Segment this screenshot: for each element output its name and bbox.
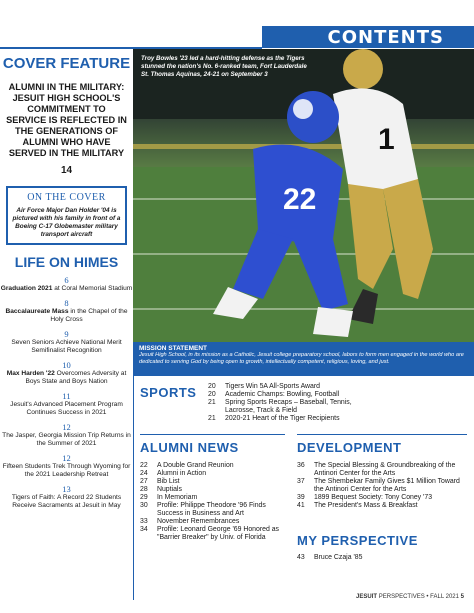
life-item xyxy=(0,454,133,479)
page-footer xyxy=(356,594,464,600)
development-entry xyxy=(297,502,467,510)
sports-entry-page: 20 xyxy=(208,391,216,398)
on-the-cover-description: Air Force Major Dan Holder '04 is pictured with his family in front of a Boeing C-17 Globemaster military transport aircraft xyxy=(12,207,121,238)
alumni-entry-title: Profile: Leonard George '69 Honored as "Barrier Breaker" by Univ. of Florida xyxy=(157,526,279,541)
jersey-number-blue: 22 xyxy=(283,183,317,216)
life-item-page: 12 xyxy=(62,422,71,432)
my-perspective-heading: MY PERSPECTIVE xyxy=(297,533,418,548)
alumni-entry-title: A Double Grand Reunion xyxy=(157,462,234,469)
sports-entry-title: Spring Sports Recaps – Baseball, Tennis, Lacrosse, Track & Field xyxy=(225,399,352,414)
alumni-entry xyxy=(140,526,290,542)
perspective-entry-page: 43 xyxy=(297,554,305,561)
development-entry-page: 37 xyxy=(297,478,305,485)
development-entry-title: The Shembekar Family Gives $1 Million Toward the Antinori Center for the Arts xyxy=(314,478,460,493)
sports-entry-page: 20 xyxy=(208,383,216,390)
alumni-entry-page: 27 xyxy=(140,478,148,485)
jersey-number-white: 1 xyxy=(378,123,395,156)
development-entry-title: 1899 Bequest Society: Tony Coney '73 xyxy=(314,494,433,501)
alumni-entry xyxy=(140,494,290,502)
on-the-cover-box xyxy=(6,186,127,245)
sports-entry-page: 21 xyxy=(208,415,216,422)
life-item-bold: Max Harden '22 xyxy=(6,370,55,377)
life-item-bold: Baccalaureate Mass xyxy=(5,308,69,315)
left-column xyxy=(0,52,133,510)
life-item-page: 6 xyxy=(64,275,69,285)
life-item xyxy=(0,330,133,355)
life-item-text xyxy=(0,285,133,293)
life-item-bold: Graduation 2021 xyxy=(0,285,53,292)
sports-entry-page: 21 xyxy=(208,399,216,406)
alumni-entry xyxy=(140,470,290,478)
footer-text: PERSPECTIVES • FALL 2021 xyxy=(378,594,459,600)
life-item-text xyxy=(0,370,133,386)
cover-feature-page: 14 xyxy=(60,165,73,176)
development-entry-page: 36 xyxy=(297,462,305,469)
development-entry xyxy=(297,494,467,502)
life-item-page: 10 xyxy=(62,360,71,370)
development-entry-page: 39 xyxy=(297,494,305,501)
alumni-entry-title: Profile: Philippe Theodore '96 Finds Success in Business and Art xyxy=(157,502,266,517)
alumni-entry-page: 33 xyxy=(140,518,148,525)
contents-banner xyxy=(262,26,474,48)
life-item-text: The Jasper, Georgia Mission Trip Returns in the Summer of 2021 xyxy=(2,432,131,447)
life-item xyxy=(0,276,133,293)
sports-list xyxy=(208,383,368,423)
cover-feature-heading: COVER FEATURE xyxy=(2,55,131,72)
development-entry-title: The Special Blessing & Groundbreaking of the Antinori Center for the Arts xyxy=(314,462,456,477)
alumni-entry-page: 34 xyxy=(140,526,148,533)
alumni-news-list xyxy=(140,462,290,542)
alumni-news-heading: ALUMNI NEWS xyxy=(140,440,239,455)
life-on-himes-heading: LIFE ON HIMES xyxy=(14,254,119,270)
alumni-entry-title: Nuptials xyxy=(157,486,182,493)
life-item xyxy=(0,299,133,324)
life-item xyxy=(0,423,133,448)
cover-feature-subtitle: ALUMNI IN THE MILITARY: JESUIT HIGH SCHOOL'S COMMITMENT TO SERVICE IS REFLECTED IN THE GENERATIONS OF ALUMNI WHO HAVE SERVED IN THE MILITARY xyxy=(6,82,127,158)
life-item-page: 12 xyxy=(62,453,71,463)
life-item xyxy=(0,361,133,386)
alumni-entry-title: In Memoriam xyxy=(157,494,198,501)
development-heading: DEVELOPMENT xyxy=(297,440,402,455)
alumni-entry xyxy=(140,478,290,486)
mission-statement xyxy=(133,342,474,376)
development-entry-title: The President's Mass & Breakfast xyxy=(314,502,418,509)
sports-entry xyxy=(208,383,368,391)
sports-entry-title: 2020-21 Heart of the Tiger Recipients xyxy=(225,415,340,422)
life-item-text: Seven Seniors Achieve National Merit Semifinalist Recognition xyxy=(11,339,122,354)
life-item xyxy=(0,485,133,510)
alumni-entry-page: 29 xyxy=(140,494,148,501)
on-the-cover-title: ON THE COVER xyxy=(27,192,106,203)
perspective-entry xyxy=(297,554,467,562)
development-entry xyxy=(297,462,467,478)
alumni-entry xyxy=(140,462,290,470)
footer-page-number: 5 xyxy=(460,594,464,600)
mission-text: Jesuit High School, in its mission as a Catholic, Jesuit college preparatory school, labors to form men engaged in the world who are dedicated to serving God by being open to growth, intellectually competent, religious, loving, and just. xyxy=(139,352,464,365)
life-item-text: Jesuit's Advanced Placement Program Continues Success in 2021 xyxy=(10,401,123,416)
development-entry-page: 41 xyxy=(297,502,305,509)
sports-heading: SPORTS xyxy=(140,385,197,400)
life-on-himes-list xyxy=(0,276,133,510)
alumni-entry-page: 24 xyxy=(140,470,148,477)
life-item-text xyxy=(0,308,133,324)
sports-entry xyxy=(208,415,368,423)
column-divider xyxy=(133,376,134,600)
sports-entry xyxy=(208,391,368,399)
alumni-entry-page: 22 xyxy=(140,462,148,469)
alumni-entry-title: Alumni in Action xyxy=(157,470,207,477)
development-entry xyxy=(297,478,467,494)
alumni-entry-title: Bib List xyxy=(157,478,180,485)
footer-brand: JESUIT xyxy=(356,594,378,600)
contents-title: CONTENTS xyxy=(327,27,444,48)
life-item-rest: Overcomes Adversity at Boys State and Boys Nation xyxy=(25,370,127,385)
life-item-text: Tigers of Faith: A Record 22 Students Receive Sacraments at Jesuit in May xyxy=(11,494,122,509)
life-item-rest: in the Chapel of the Holy Cross xyxy=(50,308,128,323)
alumni-entry xyxy=(140,486,290,494)
perspective-entry-title: Bruce Czaja '85 xyxy=(314,554,363,561)
sports-entry-title: Academic Champs: Bowling, Football xyxy=(225,391,340,398)
alumni-entry xyxy=(140,518,290,526)
sports-entry xyxy=(208,399,368,415)
mission-title: MISSION STATEMENT xyxy=(139,345,208,352)
alumni-rule xyxy=(140,434,285,435)
development-rule xyxy=(297,434,467,435)
life-item-text: Fifteen Students Trek Through Wyoming for the 2021 Leadership Retreat xyxy=(2,463,131,478)
alumni-entry-page: 28 xyxy=(140,486,148,493)
my-perspective-list xyxy=(297,554,467,562)
football-players-illustration xyxy=(133,49,474,342)
life-item-page: 8 xyxy=(64,298,69,308)
life-item-page: 13 xyxy=(62,484,71,494)
life-item xyxy=(0,392,133,417)
life-item-rest: at Coral Memorial Stadium xyxy=(52,285,133,292)
photo-caption: Troy Bowles '23 led a hard-hitting defense as the Tigers stunned the nation's No. 6-ranked team, Fort Lauderdale St. Thomas Aquinas, 24-21 on September 3 xyxy=(141,55,307,78)
development-list xyxy=(297,462,467,510)
football-photo xyxy=(133,49,474,342)
sports-entry-title: Tigers Win 5A All-Sports Award xyxy=(225,383,320,390)
alumni-entry xyxy=(140,502,290,518)
life-item-page: 9 xyxy=(64,329,69,339)
alumni-entry-page: 30 xyxy=(140,502,148,509)
alumni-entry-title: November Remembrances xyxy=(157,518,240,525)
life-item-page: 11 xyxy=(62,391,71,401)
